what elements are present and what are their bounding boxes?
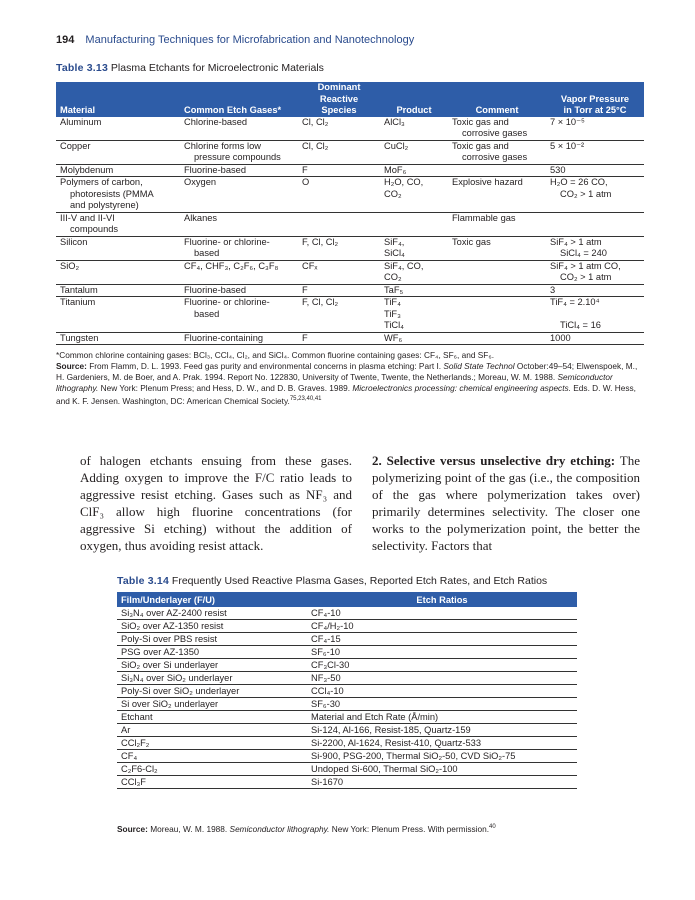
source-book: Microelectronics processing: chemical engineering aspects.	[352, 383, 571, 393]
source-text: October:49–54; Elwenspoek, M., H. Gardeniers, M. de Boer, and A. Prak. 1994. Report No. 122830, University of Twente, Twente, the Netherlands.; Moreau, W. M. 1988.	[56, 361, 638, 382]
cell-line: based	[194, 248, 220, 258]
film-cell: Poly-Si over SiO₂ underlayer	[117, 685, 307, 698]
table-cell-vapor	[546, 212, 644, 236]
table-row	[56, 164, 644, 177]
cell-line: based	[194, 308, 220, 319]
table-cell-material	[56, 177, 180, 213]
cell-line: SiF₄, CO,	[384, 260, 424, 271]
table-row	[117, 763, 577, 776]
header-material: Material	[56, 82, 180, 117]
table1-notes	[56, 350, 646, 407]
cell-line: Fluorine- or chlorine-	[184, 236, 270, 247]
item-heading: 2. Selective versus unselective dry etching:	[372, 453, 616, 468]
table-row	[56, 332, 644, 345]
table-cell-species: F, Cl, Cl₂	[298, 297, 380, 333]
plasma-etchants-table	[56, 82, 644, 345]
table2-source	[117, 824, 496, 834]
table-cell-product	[380, 284, 448, 297]
table-cell-species: F	[302, 332, 308, 343]
table-row	[117, 698, 577, 711]
cell-line: TiCl₄ = 16	[560, 320, 601, 330]
ratio-cell: SF₆-10	[307, 646, 577, 659]
cell-line: MoF₆	[384, 164, 407, 175]
table2-source-label: Source:	[117, 824, 148, 834]
ratio-cell: CF₄-10	[307, 607, 577, 620]
cell-line: corrosive gases	[462, 128, 528, 138]
table-row	[56, 236, 644, 260]
film-cell: Poly-Si over PBS resist	[117, 633, 307, 646]
cell-line	[452, 285, 542, 297]
source-text: New York: Plenum Press; and Hess, D. W., and D. B. Graves. 1989.	[98, 383, 353, 393]
running-title: Manufacturing Techniques for Microfabrication and Nanotechnology	[85, 34, 415, 46]
cell-line: CO₂	[384, 188, 402, 199]
table-cell-product	[380, 164, 448, 177]
film-cell: C₂F6-Cl₂	[117, 763, 307, 776]
table-cell-vapor	[546, 117, 644, 141]
table-cell-product	[380, 212, 448, 236]
source-journal: Solid State Technol	[443, 361, 515, 371]
ratio-cell: Si-900, PSG-200, Thermal SiO₂-50, CVD SiO₂-75	[307, 750, 577, 763]
cell-line: TaF₅	[384, 284, 404, 295]
cell-line	[550, 309, 640, 321]
film-cell: CCl₃F	[121, 777, 146, 787]
header-species-line1: Dominant	[317, 82, 361, 92]
cell-line: SiO₂	[60, 260, 80, 271]
ratio-cell: CF₄/H₂-10	[307, 620, 577, 633]
ratio-cell: NF₃-50	[307, 672, 577, 685]
table-cell-comment	[448, 284, 546, 297]
cell-line: Titanium	[60, 297, 96, 307]
table-cell-product	[380, 297, 448, 333]
table1-source-label: Source:	[56, 361, 87, 371]
ratio-cell: Undoped Si-600, Thermal SiO₂-100	[307, 763, 577, 776]
table-cell-species: F	[298, 284, 380, 297]
table-cell-vapor	[546, 140, 644, 164]
table-row	[117, 620, 577, 633]
table-cell-comment	[448, 212, 546, 236]
cell-line: SiCl₄	[384, 248, 405, 258]
table-cell-comment	[448, 177, 546, 213]
page-header	[56, 34, 414, 46]
table-row	[56, 260, 644, 284]
cell-line: Fluorine-based	[184, 164, 247, 175]
table-cell-comment	[448, 164, 546, 177]
table-cell-product	[380, 236, 448, 260]
table-row	[56, 284, 644, 297]
table-row	[56, 297, 644, 333]
ratio-cell: Si-2200, Al-1624, Resist-410, Quartz-533	[307, 737, 577, 750]
cell-line: 1000	[550, 332, 571, 343]
table-cell-material	[56, 297, 180, 333]
cell-line: pressure compounds	[194, 152, 281, 162]
cell-line: TiF₄	[384, 297, 401, 307]
table-cell-gases	[180, 260, 298, 284]
film-cell: Ar	[117, 724, 307, 737]
cell-line: photoresists (PMMA	[70, 188, 154, 199]
table-cell-comment	[448, 140, 546, 164]
table-cell-material	[56, 260, 180, 284]
cell-line: Toxic gas	[452, 236, 491, 247]
cell-line: Toxic gas and	[452, 116, 509, 127]
cell-line: AlCl₃	[384, 116, 405, 127]
film-cell: Si₃N₄ over AZ-2400 resist	[117, 607, 307, 620]
cell-line: WF₆	[384, 332, 403, 343]
table-cell-gases	[180, 177, 298, 213]
film-cell: SiO₂ over AZ-1350 resist	[117, 620, 307, 633]
ratio-cell: Material and Etch Rate (Å/min)	[307, 711, 577, 724]
cell-line: Tantalum	[60, 284, 98, 295]
table-cell-vapor	[546, 284, 644, 297]
cell-line: Copper	[60, 140, 91, 151]
cell-line: SiF₄ > 1 atm	[550, 236, 602, 247]
table1-footnote: *Common chlorine containing gases: BCl₃, CCl₄, Cl₂, and SiCl₄. Common fluorine containing gases: CF₄, SF₆, and SF₆.	[56, 350, 495, 360]
cell-line: Chlorine forms low	[184, 140, 261, 151]
cell-line: Aluminum	[60, 116, 102, 127]
film-cell: Si over SiO₂ underlayer	[117, 698, 307, 711]
table-row	[117, 633, 577, 646]
table-row	[117, 659, 577, 672]
cell-line: CO₂	[384, 272, 402, 282]
cell-line: Chlorine-based	[184, 116, 248, 127]
table-row	[117, 711, 577, 724]
cell-line	[452, 261, 542, 273]
header-etch-ratios: Etch Ratios	[307, 592, 577, 607]
table2-label: Table 3.14	[117, 575, 169, 587]
film-cell: CCl₂F₂	[117, 737, 307, 750]
table-cell-species	[298, 212, 380, 236]
table1-body	[56, 117, 644, 345]
cell-line: Molybdenum	[60, 164, 114, 175]
table-cell-species: O	[298, 177, 380, 213]
table-cell-material	[56, 212, 180, 236]
cell-line: TiF₄ = 2.10⁴	[550, 297, 600, 307]
table-cell-comment	[448, 260, 546, 284]
cell-line: Oxygen	[184, 177, 217, 187]
table-cell-comment	[448, 332, 546, 345]
source-book: Semiconductor lithography.	[56, 372, 613, 393]
table-cell-vapor	[546, 177, 644, 213]
cell-line: Fluorine-containing	[184, 332, 264, 343]
body-right-column	[372, 452, 640, 554]
item-text: The polymerizing point of the gas (i.e., the composition of the gas where polymerization takes over) primarily determines selectivity. The closer one works to the polymerization point, the better the selectivity. Factors that	[372, 453, 640, 553]
table-row	[56, 177, 644, 213]
source-book: Semiconductor lithography.	[229, 824, 330, 834]
cell-line	[452, 165, 542, 177]
cell-line: CuCl₂	[384, 140, 409, 151]
header-vapor	[546, 82, 644, 117]
table1-source	[56, 361, 646, 407]
source-text: New York: Plenum Press. With permission.	[329, 824, 490, 834]
cell-line: and polystyrene)	[70, 200, 139, 210]
table-cell-species: CFₓ	[298, 260, 380, 284]
cell-line: H₂O, CO,	[384, 177, 424, 187]
table-cell-material	[56, 284, 180, 297]
cell-line: compounds	[70, 224, 119, 234]
table-cell-product	[380, 140, 448, 164]
table-cell-gases	[180, 236, 298, 260]
cell-line: corrosive gases	[462, 152, 528, 162]
table-cell-gases	[180, 332, 298, 345]
cell-line: SiF₄ > 1 atm CO,	[550, 260, 621, 271]
cell-line: Explosive hazard	[452, 177, 523, 187]
table-row	[117, 672, 577, 685]
etch-ratios-table	[117, 592, 577, 789]
source-refs: 75,23,40,41	[289, 396, 322, 402]
page-number: 194	[56, 34, 75, 46]
table-cell-species: Cl, Cl₂	[298, 140, 380, 164]
cell-line: 5 × 10⁻²	[550, 140, 585, 151]
table-cell-vapor	[546, 297, 644, 333]
table2-body	[117, 607, 577, 789]
table-row	[117, 750, 577, 763]
cell-line	[550, 213, 640, 225]
table-cell-gases	[180, 284, 298, 297]
cell-line: SiF₄,	[384, 236, 405, 247]
table-cell-material	[56, 236, 180, 260]
ratio-cell: Si-124, Al-166, Resist-185, Quartz-159	[307, 724, 577, 737]
source-ref: 40	[489, 824, 496, 831]
source-text: From Flamm, D. L. 1993. Feed gas purity and environmental concerns in plasma etching: Part I.	[89, 361, 444, 371]
table-cell-material	[56, 117, 180, 141]
header-film: Film/Underlayer (F/U)	[117, 592, 307, 607]
table-row	[56, 212, 644, 236]
ratio-cell: SF₆-30	[307, 698, 577, 711]
table-cell-vapor	[546, 164, 644, 177]
table-row	[117, 724, 577, 737]
cell-line: H₂O = 26 CO,	[550, 177, 608, 187]
cell-line: Toxic gas and	[452, 140, 509, 151]
table-cell-species: F, Cl, Cl₂	[298, 236, 380, 260]
table1-title: Plasma Etchants for Microelectronic Materials	[110, 62, 324, 74]
cell-line	[452, 333, 542, 345]
header-species-line2: Reactive Species	[319, 93, 359, 115]
table-cell-gases	[180, 212, 298, 236]
film-cell: SiO₂ over Si underlayer	[117, 659, 307, 672]
film-cell: PSG over AZ-1350	[117, 646, 307, 659]
header-product: Product	[380, 82, 448, 117]
table-cell-product	[380, 117, 448, 141]
table-row	[117, 646, 577, 659]
table-row	[117, 607, 577, 620]
table-cell-gases	[180, 297, 298, 333]
film-cell: Etchant	[117, 711, 307, 724]
table-row	[117, 737, 577, 750]
film-cell: CF₄	[117, 750, 307, 763]
table2-title: Frequently Used Reactive Plasma Gases, Reported Etch Rates, and Etch Ratios	[171, 575, 548, 587]
table2-caption	[117, 575, 547, 587]
table-cell-vapor	[546, 236, 644, 260]
cell-line: 7 × 10⁻⁵	[550, 116, 585, 127]
table-row	[56, 117, 644, 141]
cell-line: TiF₃	[384, 308, 401, 319]
cell-line: 3	[550, 284, 556, 295]
cell-line: Fluorine-based	[184, 284, 247, 295]
cell-line: TiCl₄	[384, 320, 404, 330]
table-cell-vapor	[546, 260, 644, 284]
cell-line: SiCl₄ = 240	[560, 248, 607, 258]
table-cell-gases	[180, 164, 298, 177]
cell-line: 530	[550, 164, 566, 175]
table-cell-comment	[448, 236, 546, 260]
header-vapor-line2: in Torr at 25°C	[563, 105, 627, 115]
cell-line: III-V and II-VI	[60, 212, 115, 223]
cell-line: Alkanes	[184, 212, 218, 223]
ratio-cell: CF₄-15	[307, 633, 577, 646]
table-cell-species: F	[298, 164, 380, 177]
source-text: Eds. D. W. Hess, and K. F. Jensen. Washington, DC: American Chemical Society.	[56, 383, 636, 406]
cell-line: CO₂ > 1 atm	[560, 272, 612, 282]
cell-line	[384, 213, 444, 225]
header-species	[298, 82, 380, 117]
table-cell-species: Cl, Cl₂	[298, 117, 380, 141]
cell-line: CF₄, CHF₃, C₂F₆, C₃F₈	[184, 260, 279, 271]
table1-caption	[56, 62, 324, 74]
table-cell-product	[380, 260, 448, 284]
cell-line: CO₂ > 1 atm	[560, 188, 612, 199]
cell-line: Tungsten	[60, 332, 99, 343]
table-row	[56, 140, 644, 164]
table-cell-product	[380, 332, 448, 345]
table-cell-material	[56, 332, 180, 345]
cell-line	[452, 297, 542, 309]
ratio-cell: CCl₄-10	[307, 685, 577, 698]
ratio-cell: Si-1670	[311, 777, 344, 787]
table-cell-vapor	[546, 332, 644, 345]
body-left-column: of halogen etchants ensuing from these gases. Adding oxygen to improve the F/C ratio leads to aggressive resist etching. Gases such as NF₃ and ClF₃ allow high fluorine concentrations (for aggressive Si etching) without the addition of oxygen, thus avoiding resist attack.	[80, 453, 352, 553]
table-cell-comment	[448, 297, 546, 333]
ratio-cell: CF₃Cl-30	[307, 659, 577, 672]
table-cell-material	[56, 140, 180, 164]
table1-header-row	[56, 82, 644, 117]
table-row	[117, 776, 577, 789]
cell-line: Polymers of carbon,	[60, 177, 143, 187]
table-cell-gases	[180, 140, 298, 164]
header-comment: Comment	[448, 82, 546, 117]
cell-line: Fluorine- or chlorine-	[184, 297, 270, 307]
table-row	[117, 685, 577, 698]
film-cell: Si₃N₄ over SiO₂ underlayer	[117, 672, 307, 685]
table-cell-material	[56, 164, 180, 177]
header-vapor-line1: Vapor Pressure	[560, 93, 630, 104]
table-cell-gases	[180, 117, 298, 141]
header-gases: Common Etch Gases*	[180, 82, 298, 117]
table1-label: Table 3.13	[56, 62, 108, 74]
table-cell-product	[380, 177, 448, 213]
table2-header-row	[117, 592, 577, 607]
source-text: Moreau, W. M. 1988.	[150, 824, 230, 834]
table-cell-comment	[448, 117, 546, 141]
cell-line: Flammable gas	[452, 212, 516, 223]
cell-line: Silicon	[60, 236, 88, 247]
